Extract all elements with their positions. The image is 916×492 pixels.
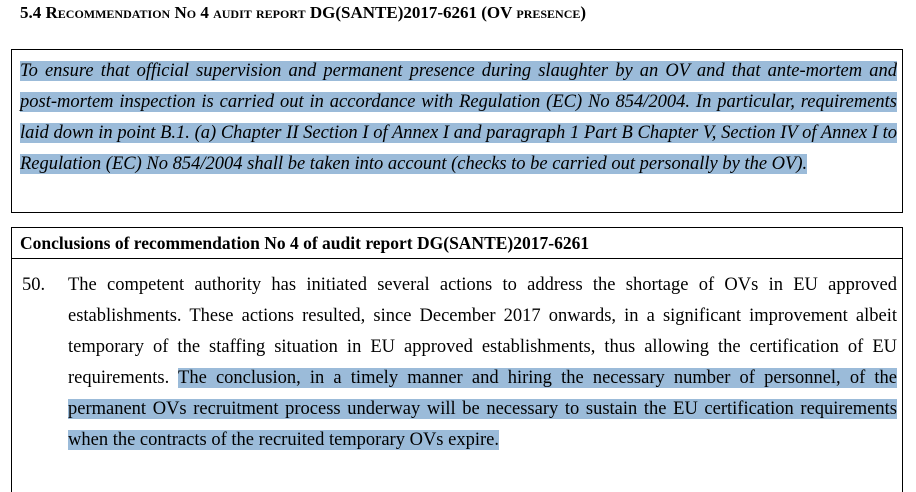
- paragraph-text-highlighted: The conclusion, in a timely manner and hiring the necessary number of personnel, of the permanent OVs recruitment process underway will be necessary to sustain the EU certification requirements when the contracts of the recruited temporary OVs expire.: [68, 368, 897, 450]
- conclusions-divider: [11, 258, 903, 259]
- section-title-paren: (OV presence): [481, 3, 587, 22]
- section-number: 5.4: [20, 3, 42, 22]
- recommendation-text-highlight: To ensure that official supervision and permanent presence during slaughter by an OV and that ante-mortem and post-mortem inspection is carried out in accordance with Regulation (EC) No 854/2004. In particular, requirements laid down in point B.1. (a) Chapter II Section I of Annex I and paragraph 1 Part B Chapter V, Section IV of Annex I to Regulation (EC) No 854/2004 shall be taken into account (checks to be carried out personally by the OV).: [20, 61, 897, 174]
- paragraph-text-plain: The competent authority has initiated several actions to address the shortage of OVs in EU approved establishments. These actions resulted, since December 2017 onwards, in a significant improvement albeit temporary of the staffing situation in EU approved establishments, thus allowing the certification of EU requirements.: [68, 275, 897, 388]
- recommendation-text: [20, 56, 897, 180]
- paragraph-number: 50.: [22, 275, 46, 295]
- section-heading: [20, 2, 586, 24]
- section-title-smallcaps: Recommendation No 4 audit report: [45, 3, 306, 22]
- section-title-report-id: DG(SANTE)2017-6261: [309, 3, 478, 22]
- conclusions-paragraph: [68, 270, 897, 456]
- conclusions-title: Conclusions of recommendation No 4 of audit report DG(SANTE)2017-6261: [20, 233, 590, 253]
